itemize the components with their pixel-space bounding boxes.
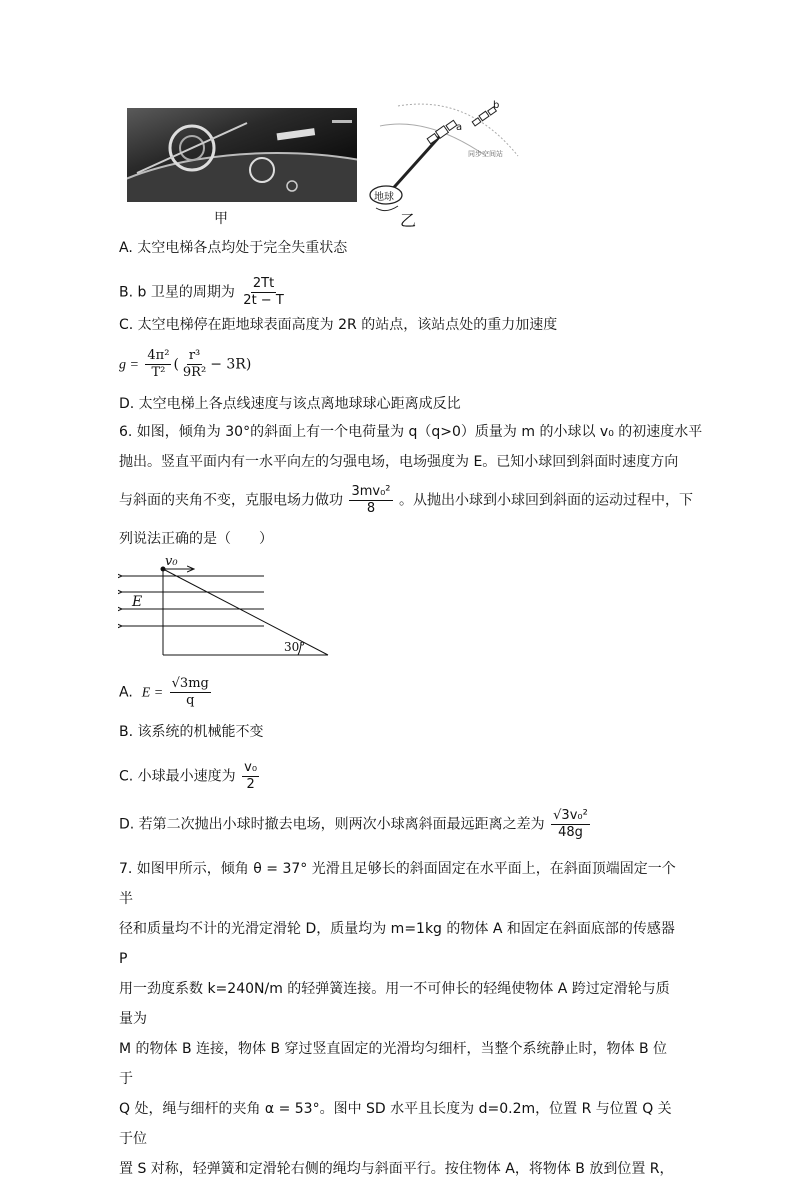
fraction-denominator: T² [151, 365, 166, 380]
q7-line-4: M 的物体 B 连接，物体 B 穿过竖直固定的光滑均匀细杆，当整个系统静止时，物体 B 位于 [119, 1041, 668, 1087]
q7-stem [119, 854, 679, 1184]
figure-yi-station-label: 同步空间站 [468, 150, 503, 158]
fraction-denominator: q [186, 693, 195, 708]
fraction-numerator: v₀ [244, 760, 258, 775]
formula-g: g = [119, 357, 139, 373]
figure-yi-label: 乙 [400, 211, 417, 230]
q6-stem-line-1: 6. 如图，倾角为 30°的斜面上有一个电荷量为 q（q>0）质量为 m 的小球以 v₀ 的初速度水平 [119, 424, 703, 440]
q6-stem-line-3-text-b: 。从抛出小球到小球回到斜面的运动过程中，下 [398, 492, 693, 509]
fraction-denominator: 9R² [182, 365, 207, 380]
fraction-numerator: 4π² [147, 348, 170, 363]
q5-option-d: D. 太空电梯上各点线速度与该点离地球球心距离成反比 [119, 396, 461, 412]
q6-option-a [119, 676, 213, 709]
q5-option-c-formula: g = $\frac{\text{4π²}}{\text{T²}}$ ( $\frac{\text{r³}}{\text{9R²}}$ − 3R) [119, 348, 252, 380]
q7-line-2: 径和质量均不计的光滑定滑轮 D，质量均为 m=1kg 的物体 A 和固定在斜面底部的传感器 P [119, 921, 675, 967]
q5-option-a: A. 太空电梯各点均处于完全失重状态 [119, 240, 348, 256]
q6-option-d [119, 808, 592, 841]
formula-fraction-2 [181, 348, 208, 381]
q6-option-a-lhs: E = [141, 685, 164, 701]
figure-yi-sat-b-label: b [493, 100, 500, 111]
fraction-denominator: 2t − T [243, 293, 284, 308]
fraction-denominator: 8 [366, 501, 376, 516]
q7-line-1: 7. 如图甲所示，倾角 θ = 37° 光滑且足够长的斜面固定在水平面上，在斜面顶端固定一个半 [119, 861, 676, 907]
fraction-numerator: √3mg [171, 676, 209, 691]
formula-tail: − 3R) [210, 356, 252, 373]
fraction-numerator: √3v₀² [553, 808, 588, 823]
q5-option-b-text: B. b 卫星的周期为 [119, 284, 235, 301]
q5-option-c: C. 太空电梯停在距地球表面高度为 2R 的站点，该站点处的重力加速度 [119, 317, 558, 333]
q7-line-5: Q 处，绳与细杆的夹角 α = 53°。图中 SD 水平且长度为 d=0.2m，位置 R 与位置 Q 关于位 [119, 1101, 672, 1147]
q7-line-6: 置 S 对称，轻弹簧和定滑轮右侧的绳均与斜面平行。按住物体 A，将物体 B 放到位置 R， [119, 1161, 674, 1177]
q6-fig-angle-label: 30° [284, 640, 306, 654]
figure-jia-photo [127, 108, 357, 202]
q6-stem-line-3-text-a: 与斜面的夹角不变，克服电场力做功 [119, 492, 343, 509]
space-scene-illustration [127, 108, 357, 202]
figure-yi-sat-a-label: a [456, 122, 463, 133]
q6-option-d-text: D. 若第二次抛出小球时撤去电场，则两次小球离斜面最远距离之差为 [119, 816, 545, 833]
q6-stem-line-4: 列说法正确的是（ ） [119, 531, 273, 547]
q5-option-b-fraction [241, 276, 285, 309]
q6-option-a-prefix: A. [119, 684, 133, 701]
figure-yi-earth-label: 地球 [374, 192, 394, 203]
q6-option-b: B. 该系统的机械能不变 [119, 724, 264, 740]
q6-option-c-fraction [242, 760, 259, 793]
formula-fraction-1 [145, 348, 171, 381]
q5-option-b [119, 276, 288, 309]
q6-option-c-text: C. 小球最小速度为 [119, 768, 236, 785]
fraction-numerator: 3mv₀² [351, 484, 391, 499]
fraction-numerator: r³ [188, 348, 201, 363]
q6-fig-v0-label: v₀ [165, 554, 178, 569]
q6-stem-line-2: 抛出。竖直平面内有一水平向左的匀强电场，电场强度为 E。已知小球回到斜面时速度方向 [119, 454, 679, 470]
figure-yi-diagram [368, 96, 528, 226]
fraction-denominator: 2 [246, 777, 255, 792]
q6-option-d-fraction [551, 808, 590, 841]
fraction-denominator: 48g [558, 825, 583, 840]
q7-line-3: 用一劲度系数 k=240N/m 的轻弹簧连接。用一不可伸长的轻绳使物体 A 跨过定滑轮与质量为 [119, 981, 670, 1027]
q6-fig-e-label: E [132, 594, 143, 610]
fraction-numerator: 2Tt [252, 276, 275, 291]
q6-stem-line-3 [119, 484, 693, 517]
figure-jia-label: 甲 [214, 211, 228, 227]
q6-work-fraction [349, 484, 392, 517]
q6-option-a-fraction [170, 676, 211, 709]
q6-option-c [119, 760, 261, 793]
